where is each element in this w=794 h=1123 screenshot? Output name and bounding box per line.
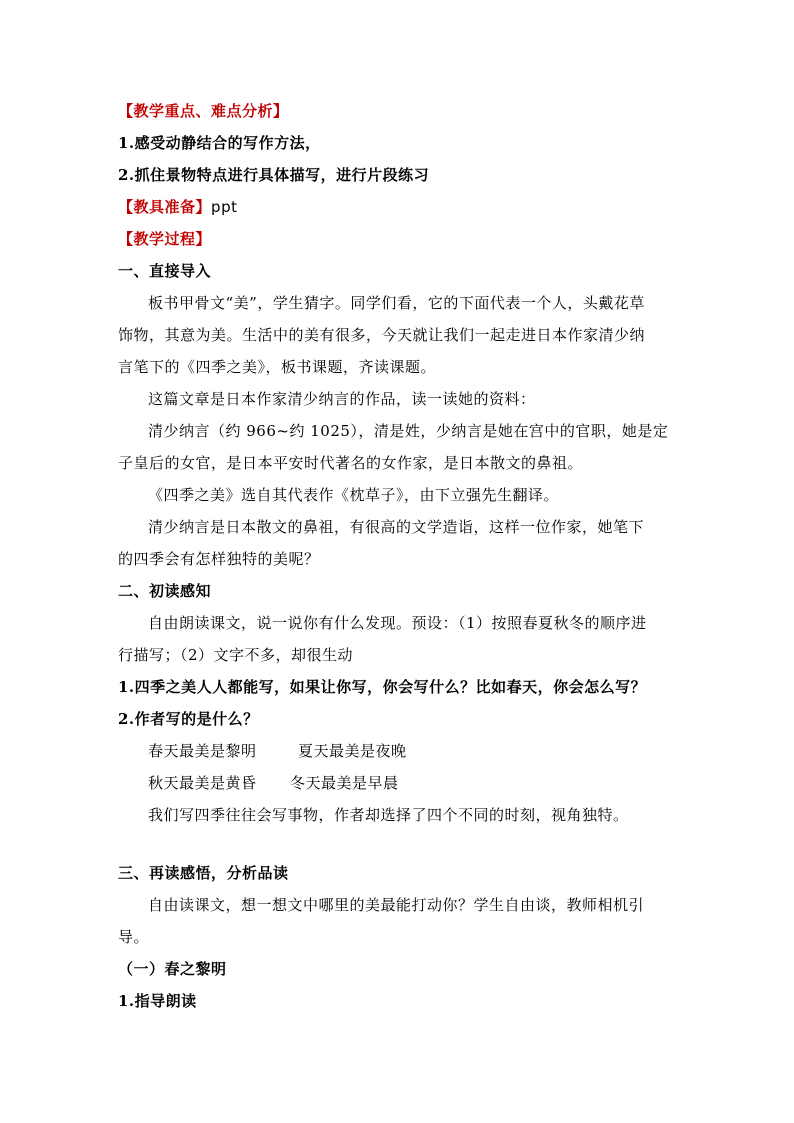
part3-title: 三、再读感悟，分析品读 <box>118 864 289 882</box>
key-point-2: 2.抓住景物特点进行具体描写，进行片段练习 <box>118 166 430 184</box>
process-heading-text: 教学过程 <box>133 230 196 248</box>
part2-title: 二、初读感知 <box>118 582 212 600</box>
part1-paragraph-1-line-3: 言笔下的《四季之美》，板书课题，齐读课题。 <box>118 358 437 376</box>
key-points-heading: 【教学重点、难点分析】 <box>118 102 289 120</box>
process-heading: 【教学过程】 <box>118 230 212 248</box>
season-autumn: 秋天最美是黄昏 <box>148 774 257 792</box>
key-points-heading-text: 教学重点、难点分析 <box>133 102 274 120</box>
tools-heading: 【教具准备】ppt <box>118 198 238 216</box>
part1-paragraph-3-line-1: 清少纳言（约 966~约 1025），清是姓，少纳言是她在宫中的官职，她是定 <box>148 422 669 440</box>
part1-title: 一、直接导入 <box>118 262 212 280</box>
part2-question-2: 2.作者写的是什么？ <box>118 710 259 728</box>
season-winter: 冬天最美是早晨 <box>290 774 399 792</box>
part1-paragraph-3-line-2: 子皇后的女官，是日本平安时代著名的女作家，是日本散文的鼻祖。 <box>118 454 584 472</box>
tools-value: ppt <box>211 198 238 216</box>
part1-paragraph-5-line-1: 清少纳言是日本散文的鼻祖，有很高的文学造诣，这样一位作家，她笔下 <box>148 518 645 536</box>
part1-paragraph-1-line-2: 饰物，其意为美。生活中的美有很多，今天就让我们一起走进日本作家清少纳 <box>118 326 646 344</box>
tools-heading-text: 教具准备 <box>133 198 196 216</box>
part2-question-1: 1.四季之美人人都能写，如果让你写，你会写什么？比如春天，你会怎么写？ <box>118 678 647 696</box>
part3-item-1: 1.指导朗读 <box>118 992 197 1010</box>
part3-subheading-1: （一）春之黎明 <box>118 960 227 978</box>
part1-paragraph-1-line-1: 板书甲骨文“美”，学生猜字。同学们看，它的下面代表一个人，头戴花草 <box>148 294 645 312</box>
season-spring: 春天最美是黎明 <box>148 742 257 760</box>
part2-paragraph-1-line-1: 自由朗读课文，说一说你有什么发现。预设：（1）按照春夏秋冬的顺序进 <box>148 614 647 632</box>
part3-paragraph-1-line-2: 导。 <box>118 928 150 946</box>
part1-paragraph-4: 《四季之美》选自其代表作《枕草子》，由下立强先生翻译。 <box>148 486 560 504</box>
part2-summary: 我们写四季往往会写事物，作者却选择了四个不同的时刻，视角独特。 <box>148 806 629 824</box>
season-summer: 夏天最美是夜晚 <box>298 742 407 760</box>
part1-paragraph-2: 这篇文章是日本作家清少纳言的作品，读一读她的资料： <box>148 390 536 408</box>
part2-paragraph-1-line-2: 行描写；（2）文字不多，却很生动 <box>118 646 354 664</box>
part3-paragraph-1-line-1: 自由读课文，想一想文中哪里的美最能打动你？学生自由谈，教师相机引 <box>148 896 645 914</box>
part1-paragraph-5-line-2: 的四季会有怎样独特的美呢？ <box>118 550 320 568</box>
key-point-1: 1.感受动静结合的写作方法， <box>118 134 321 152</box>
